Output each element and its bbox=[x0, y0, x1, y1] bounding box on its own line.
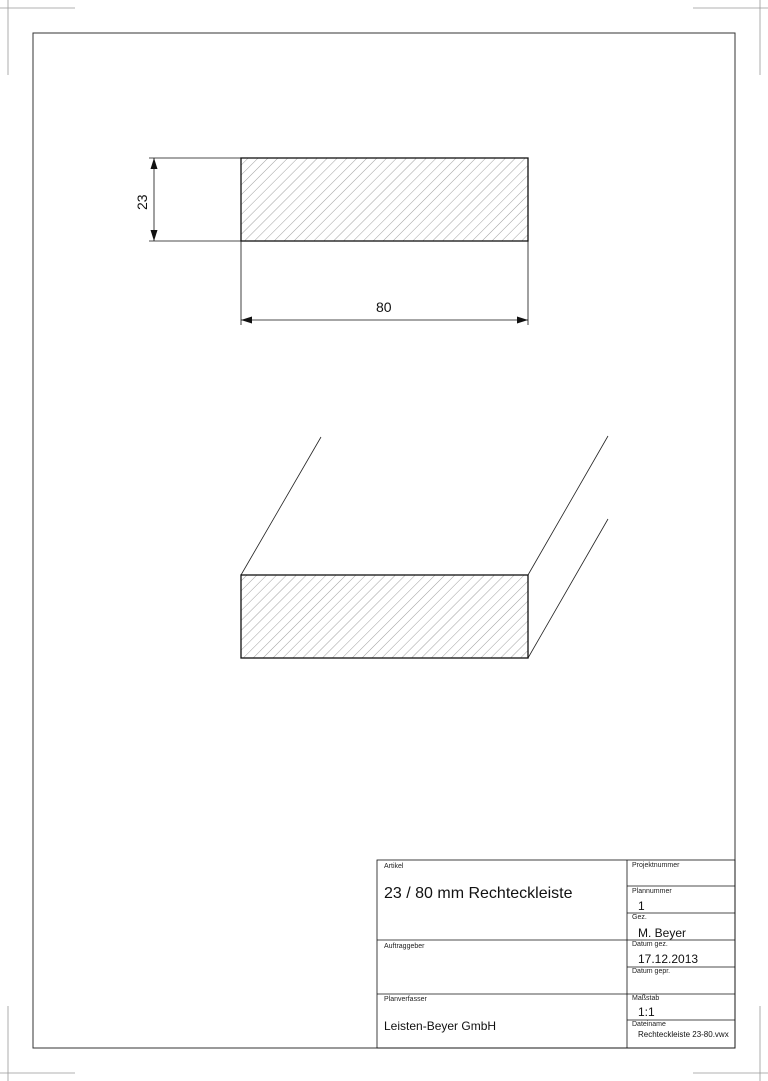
massstab-label: Maßstab bbox=[632, 995, 660, 1002]
planverfasser-label: Planverfasser bbox=[384, 996, 427, 1003]
plannummer-label: Plannummer bbox=[632, 888, 672, 895]
width-arrow-left bbox=[241, 317, 252, 324]
datum-gez-value: 17.12.2013 bbox=[638, 952, 699, 966]
width-arrow-right bbox=[517, 317, 528, 324]
massstab-value: 1:1 bbox=[638, 1005, 655, 1019]
cross-section-isometric bbox=[241, 575, 528, 658]
auftraggeber-label: Auftraggeber bbox=[384, 943, 425, 950]
width-dimension-label: 80 bbox=[376, 299, 392, 315]
gez-label: Gez. bbox=[632, 914, 647, 921]
height-dimension bbox=[149, 158, 241, 241]
cross-section-front bbox=[241, 158, 528, 241]
dateiname-value: Rechteckleiste 23-80.vwx bbox=[638, 1030, 729, 1039]
height-arrow-top bbox=[151, 158, 158, 169]
dateiname-label: Dateiname bbox=[632, 1021, 666, 1028]
datum-gepr-label: Datum gepr. bbox=[632, 968, 671, 975]
gez-value: M. Beyer bbox=[638, 926, 687, 940]
plannummer-value: 1 bbox=[638, 899, 645, 913]
projektnummer-label: Projektnummer bbox=[632, 862, 680, 869]
height-arrow-bottom bbox=[151, 230, 158, 241]
height-dimension-label: 23 bbox=[134, 194, 150, 210]
planverfasser-value: Leisten-Beyer GmbH bbox=[384, 1019, 497, 1033]
artikel-label: Artikel bbox=[384, 863, 404, 870]
datum-gez-label: Datum gez. bbox=[632, 941, 668, 948]
artikel-value: 23 / 80 mm Rechteckleiste bbox=[384, 885, 573, 902]
